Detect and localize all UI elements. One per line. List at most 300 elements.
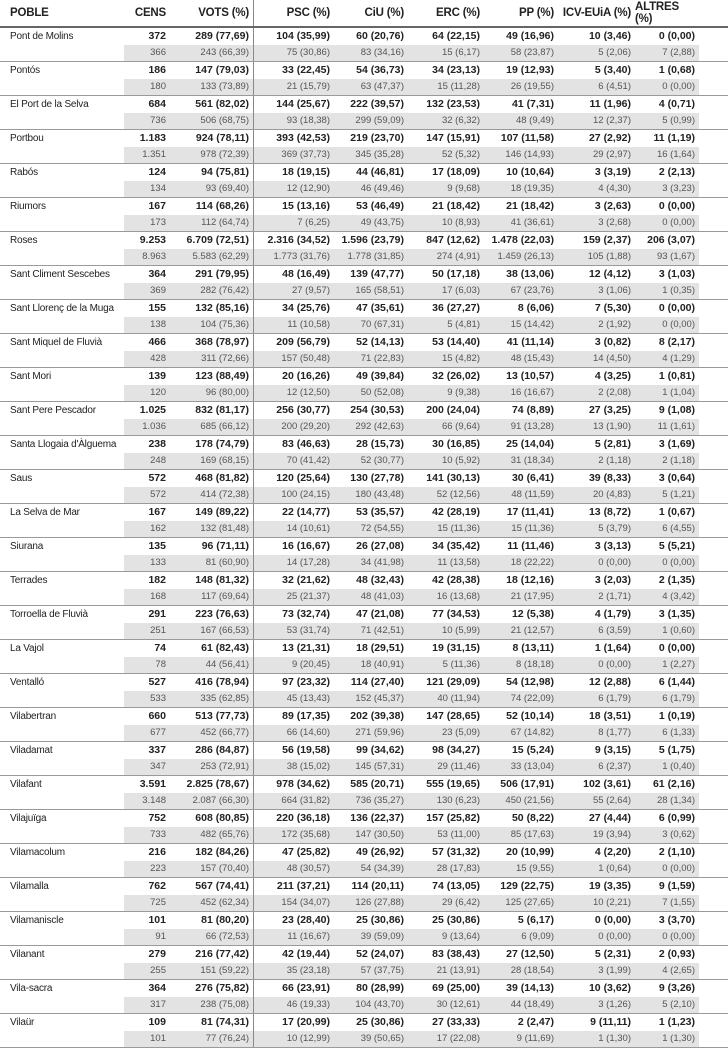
- cell-vots: 832 (81,17): [170, 402, 254, 419]
- cell-erc: 29 (11,46): [408, 759, 484, 776]
- row-2011-line: [0, 1014, 728, 1031]
- cell-vots: 482 (65,76): [170, 827, 254, 844]
- empty-cell: [4, 249, 124, 266]
- cell-altres: 8 (2,17): [658, 336, 695, 349]
- cell-psc: 220 (36,18): [276, 812, 330, 825]
- table-row: [0, 130, 728, 164]
- cell-cens: 167: [148, 200, 166, 213]
- cell-icv-euia: 8 (1,77): [558, 725, 635, 742]
- row-previous-line: [0, 249, 728, 266]
- row-previous-line: [0, 929, 728, 946]
- cell-erc: 9 (9,68): [408, 181, 484, 198]
- cell-icv-euia: 3 (2,68): [558, 215, 635, 232]
- cell-icv-euia: 27 (4,44): [588, 812, 631, 825]
- cell-altres: 61 (2,16): [652, 778, 695, 791]
- cell-vots: 112 (64,74): [170, 215, 254, 232]
- row-2011-line: [0, 980, 728, 997]
- cell-pp: 146 (14,93): [484, 147, 558, 164]
- cell-icv-euia: 19 (3,35): [588, 880, 631, 893]
- cell-ciu: 44 (46,81): [356, 166, 404, 179]
- cell-psc: 47 (25,82): [282, 846, 330, 859]
- cell-altres: 5 (2,10): [635, 997, 699, 1014]
- cell-icv-euia: 19 (3,94): [558, 827, 635, 844]
- cell-cens: 168: [124, 589, 170, 606]
- table-row: [0, 844, 728, 878]
- cell-psc: 89 (17,35): [282, 710, 330, 723]
- empty-cell: [4, 963, 124, 980]
- cell-vots: 468 (81,82): [170, 470, 254, 487]
- cell-cens: 1.183: [139, 132, 166, 145]
- cell-ciu: 345 (35,28): [334, 147, 408, 164]
- cell-pp: 58 (23,87): [484, 45, 558, 62]
- cell-altres: 1 (1,23): [658, 1016, 695, 1029]
- row-previous-line: [0, 725, 728, 742]
- cell-altres: 6 (4,55): [635, 521, 699, 538]
- cell-erc: 11 (13,58): [408, 555, 484, 572]
- cell-erc: 50 (17,18): [432, 268, 480, 281]
- table-row: [0, 266, 728, 300]
- cell-psc: 7 (6,25): [254, 215, 334, 232]
- cell-erc: 53 (11,00): [408, 827, 484, 844]
- cell-erc: 32 (26,02): [432, 370, 480, 383]
- municipality-name: Saus: [10, 472, 32, 484]
- municipality-name: Portbou: [10, 132, 44, 144]
- cell-ciu: 48 (41,03): [334, 589, 408, 606]
- cell-altres: 1 (1,04): [635, 385, 699, 402]
- cell-cens: 1.036: [124, 419, 170, 436]
- cell-ciu: 39 (59,09): [334, 929, 408, 946]
- cell-ciu: 219 (23,70): [350, 132, 404, 145]
- row-2011-line: [0, 844, 728, 861]
- cell-psc: 11 (16,67): [254, 929, 334, 946]
- cell-vots: 289 (77,69): [170, 28, 254, 45]
- cell-icv-euia: 27 (2,92): [588, 132, 631, 145]
- row-2011-line: [0, 946, 728, 963]
- cell-altres: 0 (0,00): [658, 30, 695, 43]
- cell-icv-euia: 55 (2,64): [558, 793, 635, 810]
- cell-ciu: 202 (39,38): [350, 710, 404, 723]
- cell-ciu: 736 (35,27): [334, 793, 408, 810]
- cell-ciu: 60 (20,76): [356, 30, 404, 43]
- cell-icv-euia: 4 (4,30): [558, 181, 635, 198]
- cell-cens: 3.148: [124, 793, 170, 810]
- cell-ciu: 25 (30,86): [356, 914, 404, 927]
- table-row: [0, 946, 728, 980]
- cell-pp: 39 (14,13): [506, 982, 554, 995]
- row-previous-line: [0, 759, 728, 776]
- cell-vots: 66 (72,53): [170, 929, 254, 946]
- cell-cens: 124: [148, 166, 166, 179]
- cell-cens: 139: [148, 370, 166, 383]
- row-2011-line: [0, 674, 728, 691]
- cell-altres: 0 (0,00): [635, 317, 699, 334]
- cell-vots: 506 (68,75): [170, 113, 254, 130]
- cell-psc: 22 (14,77): [282, 506, 330, 519]
- cell-erc: 147 (28,65): [426, 710, 480, 723]
- cell-cens: 216: [148, 846, 166, 859]
- cell-erc: 23 (5,09): [408, 725, 484, 742]
- cell-cens: 74: [154, 642, 166, 655]
- cell-altres: 4 (2,65): [635, 963, 699, 980]
- cell-psc: 45 (13,43): [254, 691, 334, 708]
- cell-erc: 15 (11,36): [408, 521, 484, 538]
- cell-altres: 5 (0,99): [635, 113, 699, 130]
- cell-altres: 3 (3,70): [658, 914, 695, 927]
- cell-icv-euia: 6 (1,79): [558, 691, 635, 708]
- cell-erc: 52 (5,32): [408, 147, 484, 164]
- cell-cens: 533: [124, 691, 170, 708]
- cell-altres: 1 (0,60): [635, 623, 699, 640]
- cell-cens: 428: [124, 351, 170, 368]
- cell-pp: 125 (27,65): [484, 895, 558, 912]
- row-2011-line: [0, 368, 728, 385]
- cell-altres: 9 (1,59): [658, 880, 695, 893]
- cell-erc: 5 (11,36): [408, 657, 484, 674]
- cell-pp: 12 (5,38): [511, 608, 554, 621]
- table-row: [0, 742, 728, 776]
- cell-vots: 96 (71,11): [170, 538, 254, 555]
- cell-erc: 34 (23,13): [432, 64, 480, 77]
- table-row: [0, 368, 728, 402]
- row-previous-line: [0, 963, 728, 980]
- row-2011-line: [0, 640, 728, 657]
- cell-icv-euia: 3 (1,26): [558, 997, 635, 1014]
- cell-pp: 41 (11,14): [506, 336, 554, 349]
- empty-cell: [4, 79, 124, 96]
- cell-psc: 978 (34,62): [276, 778, 330, 791]
- cell-icv-euia: 5 (2,81): [594, 438, 631, 451]
- empty-cell: [4, 453, 124, 470]
- cell-altres: 206 (3,07): [647, 234, 695, 247]
- header-erc: ERC (%): [436, 7, 480, 19]
- cell-erc: 10 (5,92): [408, 453, 484, 470]
- cell-altres: 7 (1,55): [635, 895, 699, 912]
- cell-erc: 16 (13,68): [408, 589, 484, 606]
- row-previous-line: [0, 861, 728, 878]
- cell-altres: 9 (3,26): [658, 982, 695, 995]
- cell-psc: 104 (35,99): [276, 30, 330, 43]
- cell-vots: 133 (73,89): [170, 79, 254, 96]
- cell-vots: 77 (76,24): [170, 1031, 254, 1048]
- row-previous-line: [0, 997, 728, 1014]
- cell-altres: 28 (1,34): [635, 793, 699, 810]
- cell-altres: 5 (5,21): [658, 540, 695, 553]
- row-previous-line: [0, 555, 728, 572]
- cell-ciu: 585 (20,71): [350, 778, 404, 791]
- cell-ciu: 18 (40,91): [334, 657, 408, 674]
- cell-pp: 15 (9,55): [484, 861, 558, 878]
- empty-cell: [4, 997, 124, 1014]
- cell-vots: 104 (75,36): [170, 317, 254, 334]
- cell-icv-euia: 5 (3,79): [558, 521, 635, 538]
- cell-vots: 5.583 (62,29): [170, 249, 254, 266]
- cell-cens: 1.025: [139, 404, 166, 417]
- cell-ciu: 145 (57,31): [334, 759, 408, 776]
- cell-vots: 44 (56,41): [170, 657, 254, 674]
- table-row: [0, 334, 728, 368]
- cell-psc: 42 (19,44): [282, 948, 330, 961]
- cell-ciu: 28 (15,73): [356, 438, 404, 451]
- municipality-name: Vilajuïga: [10, 812, 47, 824]
- cell-psc: 100 (24,15): [254, 487, 334, 504]
- cell-cens: 162: [124, 521, 170, 538]
- cell-vots: 132 (85,16): [170, 300, 254, 317]
- row-2011-line: [0, 504, 728, 521]
- municipality-name: Rabós: [10, 166, 38, 178]
- municipality-name: Vilaür: [10, 1016, 35, 1028]
- cell-altres: 1 (0,67): [658, 506, 695, 519]
- row-2011-line: [0, 266, 728, 283]
- cell-vots: 286 (84,87): [170, 742, 254, 759]
- cell-icv-euia: 7 (5,30): [594, 302, 631, 315]
- cell-ciu: 26 (27,08): [356, 540, 404, 553]
- cell-icv-euia: 6 (2,37): [558, 759, 635, 776]
- cell-icv-euia: 4 (1,79): [594, 608, 631, 621]
- cell-ciu: 52 (30,77): [334, 453, 408, 470]
- cell-psc: 97 (23,32): [282, 676, 330, 689]
- cell-cens: 78: [124, 657, 170, 674]
- cell-erc: 28 (17,83): [408, 861, 484, 878]
- cell-cens: 173: [124, 215, 170, 232]
- cell-psc: 93 (18,38): [254, 113, 334, 130]
- municipality-name: Vilafant: [10, 778, 42, 790]
- cell-psc: 27 (9,57): [254, 283, 334, 300]
- cell-psc: 2.316 (34,52): [267, 234, 330, 247]
- cell-ciu: 54 (34,39): [334, 861, 408, 878]
- table-row: [0, 776, 728, 810]
- cell-pp: 19 (12,93): [506, 64, 554, 77]
- row-2011-line: [0, 62, 728, 79]
- cell-ciu: 147 (30,50): [334, 827, 408, 844]
- municipality-name: Sant Mori: [10, 370, 51, 382]
- cell-erc: 30 (12,61): [408, 997, 484, 1014]
- cell-psc: 211 (37,21): [276, 880, 330, 893]
- cell-altres: 3 (1,69): [658, 438, 695, 451]
- row-previous-line: [0, 623, 728, 640]
- cell-psc: 12 (12,90): [254, 181, 334, 198]
- cell-pp: 91 (13,28): [484, 419, 558, 436]
- cell-erc: 74 (13,05): [432, 880, 480, 893]
- empty-cell: [4, 759, 124, 776]
- cell-psc: 14 (17,28): [254, 555, 334, 572]
- cell-psc: 154 (34,07): [254, 895, 334, 912]
- cell-pp: 74 (8,89): [511, 404, 554, 417]
- municipality-name: Vilamaniscle: [10, 914, 64, 926]
- cell-vots: 123 (88,49): [170, 368, 254, 385]
- empty-cell: [4, 623, 124, 640]
- cell-cens: 101: [124, 1031, 170, 1048]
- cell-cens: 255: [124, 963, 170, 980]
- cell-ciu: 139 (47,77): [350, 268, 404, 281]
- table-row: [0, 810, 728, 844]
- cell-icv-euia: 5 (2,06): [558, 45, 635, 62]
- cell-altres: 3 (3,23): [635, 181, 699, 198]
- cell-cens: 347: [124, 759, 170, 776]
- row-previous-line: [0, 113, 728, 130]
- table-row: [0, 62, 728, 96]
- municipality-name: Siurana: [10, 540, 44, 552]
- cell-psc: 200 (29,20): [254, 419, 334, 436]
- empty-cell: [4, 351, 124, 368]
- row-2011-line: [0, 232, 728, 249]
- municipality-name: La Vajol: [10, 642, 44, 654]
- municipality-name: Sant Llorenç de la Muga: [10, 302, 114, 314]
- cell-icv-euia: 159 (2,37): [583, 234, 631, 247]
- cell-vots: 132 (81,48): [170, 521, 254, 538]
- cell-ciu: 52 (14,13): [356, 336, 404, 349]
- cell-erc: 847 (12,62): [426, 234, 480, 247]
- cell-ciu: 180 (43,48): [334, 487, 408, 504]
- cell-icv-euia: 9 (11,11): [590, 1016, 631, 1029]
- row-2011-line: [0, 538, 728, 555]
- empty-cell: [4, 657, 124, 674]
- cell-ciu: 1.778 (31,85): [334, 249, 408, 266]
- cell-pp: 48 (9,49): [484, 113, 558, 130]
- cell-cens: 120: [124, 385, 170, 402]
- cell-ciu: 54 (36,73): [356, 64, 404, 77]
- cell-ciu: 70 (67,31): [334, 317, 408, 334]
- empty-cell: [4, 113, 124, 130]
- row-2011-line: [0, 470, 728, 487]
- table-row: [0, 674, 728, 708]
- cell-pp: 15 (5,24): [511, 744, 554, 757]
- cell-pp: 41 (36,61): [484, 215, 558, 232]
- cell-icv-euia: 2 (1,92): [558, 317, 635, 334]
- cell-cens: 248: [124, 453, 170, 470]
- cell-cens: 91: [124, 929, 170, 946]
- cell-ciu: 25 (30,86): [356, 1016, 404, 1029]
- cell-ciu: 104 (43,70): [334, 997, 408, 1014]
- row-previous-line: [0, 79, 728, 96]
- cell-pp: 107 (11,58): [500, 132, 554, 145]
- cell-pp: 15 (14,42): [484, 317, 558, 334]
- cell-erc: 147 (15,91): [426, 132, 480, 145]
- cell-icv-euia: 105 (1,88): [558, 249, 635, 266]
- cell-cens: 364: [148, 268, 166, 281]
- empty-cell: [4, 487, 124, 504]
- cell-psc: 11 (10,58): [254, 317, 334, 334]
- cell-erc: 157 (25,82): [426, 812, 480, 825]
- row-previous-line: [0, 215, 728, 232]
- cell-vots: 81 (74,31): [170, 1014, 254, 1031]
- table-row: [0, 708, 728, 742]
- cell-psc: 18 (19,15): [282, 166, 330, 179]
- cell-icv-euia: 6 (4,51): [558, 79, 635, 96]
- header-vots: VOTS (%): [170, 0, 254, 26]
- cell-cens: 8.963: [124, 249, 170, 266]
- row-previous-line: [0, 45, 728, 62]
- cell-icv-euia: 6 (3,59): [558, 623, 635, 640]
- cell-ciu: 72 (54,55): [334, 521, 408, 538]
- cell-pp: 15 (11,36): [484, 521, 558, 538]
- cell-altres: 4 (3,42): [635, 589, 699, 606]
- cell-pp: 28 (18,54): [484, 963, 558, 980]
- table-body: [0, 28, 728, 1048]
- cell-vots: 81 (60,90): [170, 555, 254, 572]
- cell-psc: 15 (13,16): [282, 200, 330, 213]
- cell-psc: 393 (42,53): [276, 132, 330, 145]
- cell-psc: 53 (31,74): [254, 623, 334, 640]
- cell-icv-euia: 29 (2,97): [558, 147, 635, 164]
- cell-vots: 414 (72,38): [170, 487, 254, 504]
- cell-altres: 1 (0,40): [635, 759, 699, 776]
- row-2011-line: [0, 402, 728, 419]
- cell-altres: 1 (2,27): [635, 657, 699, 674]
- row-2011-line: [0, 300, 728, 317]
- row-previous-line: [0, 351, 728, 368]
- cell-vots: 2.087 (66,30): [170, 793, 254, 810]
- cell-vots: 978 (72,39): [170, 147, 254, 164]
- cell-icv-euia: 12 (2,37): [558, 113, 635, 130]
- cell-pp: 21 (12,57): [484, 623, 558, 640]
- cell-cens: 182: [148, 574, 166, 587]
- cell-ciu: 63 (47,37): [334, 79, 408, 96]
- row-previous-line: [0, 453, 728, 470]
- cell-icv-euia: 13 (1,90): [558, 419, 635, 436]
- cell-pp: 48 (11,59): [484, 487, 558, 504]
- municipality-name: Terrades: [10, 574, 48, 586]
- cell-icv-euia: 9 (3,15): [594, 744, 631, 757]
- cell-psc: 56 (19,58): [282, 744, 330, 757]
- cell-ciu: 49 (39,84): [356, 370, 404, 383]
- cell-ciu: 47 (35,61): [356, 302, 404, 315]
- municipality-name: Vila-sacra: [10, 982, 53, 994]
- row-previous-line: [0, 317, 728, 334]
- empty-cell: [4, 1031, 124, 1048]
- cell-cens: 133: [124, 555, 170, 572]
- cell-vots: 416 (78,94): [170, 674, 254, 691]
- cell-altres: 6 (1,33): [635, 725, 699, 742]
- cell-altres: 0 (0,00): [658, 642, 695, 655]
- empty-cell: [4, 861, 124, 878]
- cell-altres: 3 (1,35): [658, 608, 695, 621]
- municipality-name: Riumors: [10, 200, 46, 212]
- cell-pp: 25 (14,04): [506, 438, 554, 451]
- empty-cell: [4, 793, 124, 810]
- cell-cens: 752: [148, 812, 166, 825]
- cell-psc: 32 (21,62): [282, 574, 330, 587]
- table-row: [0, 470, 728, 504]
- cell-pp: 41 (7,31): [511, 98, 554, 111]
- cell-cens: 684: [148, 98, 166, 111]
- cell-cens: 223: [124, 861, 170, 878]
- cell-pp: 450 (21,56): [484, 793, 558, 810]
- cell-psc: 664 (31,82): [254, 793, 334, 810]
- cell-ciu: 71 (42,51): [334, 623, 408, 640]
- cell-ciu: 53 (35,57): [356, 506, 404, 519]
- table-row: [0, 912, 728, 946]
- cell-ciu: 48 (32,43): [356, 574, 404, 587]
- cell-cens: 155: [148, 302, 166, 315]
- cell-erc: 40 (11,94): [408, 691, 484, 708]
- cell-icv-euia: 0 (0,00): [558, 929, 635, 946]
- cell-erc: 10 (8,93): [408, 215, 484, 232]
- cell-erc: 83 (38,43): [432, 948, 480, 961]
- cell-vots: 223 (76,63): [170, 606, 254, 623]
- empty-cell: [4, 419, 124, 436]
- cell-vots: 311 (72,66): [170, 351, 254, 368]
- cell-icv-euia: 18 (3,51): [588, 710, 631, 723]
- row-2011-line: [0, 334, 728, 351]
- cell-psc: 21 (15,79): [254, 79, 334, 96]
- cell-pp: 21 (18,42): [506, 200, 554, 213]
- row-previous-line: [0, 1031, 728, 1048]
- cell-cens: 366: [124, 45, 170, 62]
- cell-erc: 141 (30,13): [426, 472, 480, 485]
- municipality-name: Sant Pere Pescador: [10, 404, 96, 416]
- cell-altres: 2 (1,35): [658, 574, 695, 587]
- cell-icv-euia: 3 (1,06): [558, 283, 635, 300]
